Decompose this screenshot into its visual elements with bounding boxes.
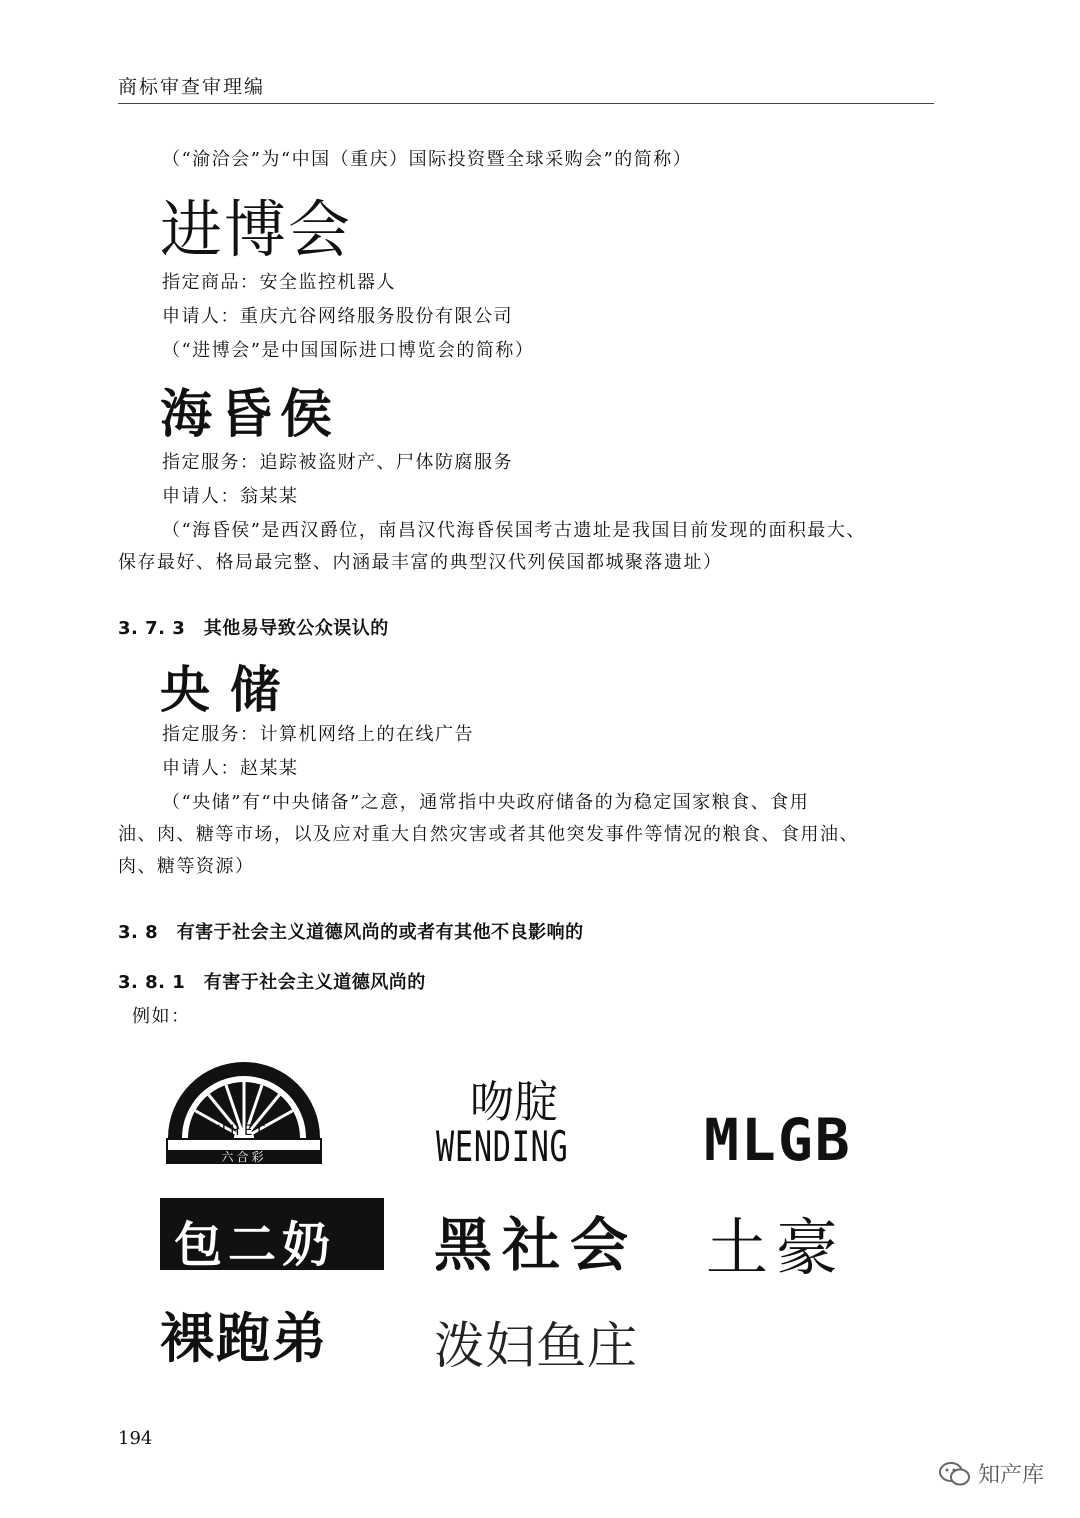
mark-yangchu-note-line3: 肉、糖等资源） xyxy=(118,856,255,877)
mark-jinbohui-applicant: 申请人：重庆亢谷网络服务股份有限公司 xyxy=(162,306,513,327)
running-title: 商标审查审理编 xyxy=(118,76,266,98)
baoernai-text: 包二奶 xyxy=(174,1217,337,1273)
logo-wending xyxy=(432,1062,602,1174)
logo-tuhao: 土豪 xyxy=(706,1211,847,1284)
mark-jinbohui-goods: 指定商品：安全监控机器人 xyxy=(162,272,396,293)
wending-cn: 吻腚 xyxy=(470,1077,558,1128)
mark-haihunhou-note-line1: （“海昏侯”是西汉爵位，南昌汉代海昏侯国考古遗址是我国目前发现的面积最大、 xyxy=(162,520,866,541)
example-label: 例如： xyxy=(132,1006,191,1027)
liuhecai-cn: 六合彩 xyxy=(221,1150,267,1164)
page-number: 194 xyxy=(118,1428,153,1449)
watermark xyxy=(938,1458,1044,1489)
logo-liuhecai xyxy=(160,1040,328,1166)
mark-yangchu-note-line2: 油、肉、糖等市场，以及应对重大自然灾害或者其他突发事件等情况的粮食、食用油、 xyxy=(118,824,859,845)
wending-latin: WENDING xyxy=(436,1122,569,1171)
logo-luopaodi: 裸跑弟 xyxy=(160,1307,328,1370)
section-3-8-1-heading: 3. 8. 1 有害于社会主义道德风尚的 xyxy=(118,972,426,993)
yuqiahui-note: （“渝洽会”为“中国（重庆）国际投资暨全球采购会”的简称） xyxy=(162,149,693,170)
section-3-8-heading: 3. 8 有害于社会主义道德风尚的或者有其他不良影响的 xyxy=(118,922,584,943)
logo-pofuyuzhuang: 泼妇鱼庄 xyxy=(434,1317,638,1375)
mark-haihunhou-services: 指定服务：追踪被盗财产、尸体防腐服务 xyxy=(162,452,513,473)
mark-yangchu-note-line1: （“央储”有“中央储备”之意，通常指中央政府储备的为稳定国家粮食、食用 xyxy=(162,792,810,813)
watermark-text: 知产库 xyxy=(977,1463,1044,1488)
mark-haihunhou-note-line2: 保存最好、格局最完整、内涵最丰富的典型汉代列侯国都城聚落遗址） xyxy=(118,552,723,573)
liuhecai-latin: LIUHECAI xyxy=(190,1123,298,1139)
logo-mlgb: MLGB xyxy=(704,1106,852,1174)
mark-haihunhou: 海昏侯 xyxy=(160,384,341,445)
mark-yangchu-services: 指定服务：计算机网络上的在线广告 xyxy=(162,724,474,745)
mark-yangchu: 央储 xyxy=(160,660,300,719)
mark-yangchu-applicant: 申请人：赵某某 xyxy=(162,758,299,779)
mark-haihunhou-applicant: 申请人：翁某某 xyxy=(162,486,299,507)
logo-baoernai xyxy=(160,1198,384,1273)
header-rule xyxy=(118,103,934,104)
section-3-7-3-heading: 3. 7. 3 其他易导致公众误认的 xyxy=(118,618,389,639)
logo-heishehui: 黑社会 xyxy=(434,1211,639,1279)
wechat-icon xyxy=(938,1460,972,1488)
mark-jinbohui: 进博会 xyxy=(160,193,353,266)
mark-jinbohui-note: （“进博会”是中国国际进口博览会的简称） xyxy=(162,340,535,361)
